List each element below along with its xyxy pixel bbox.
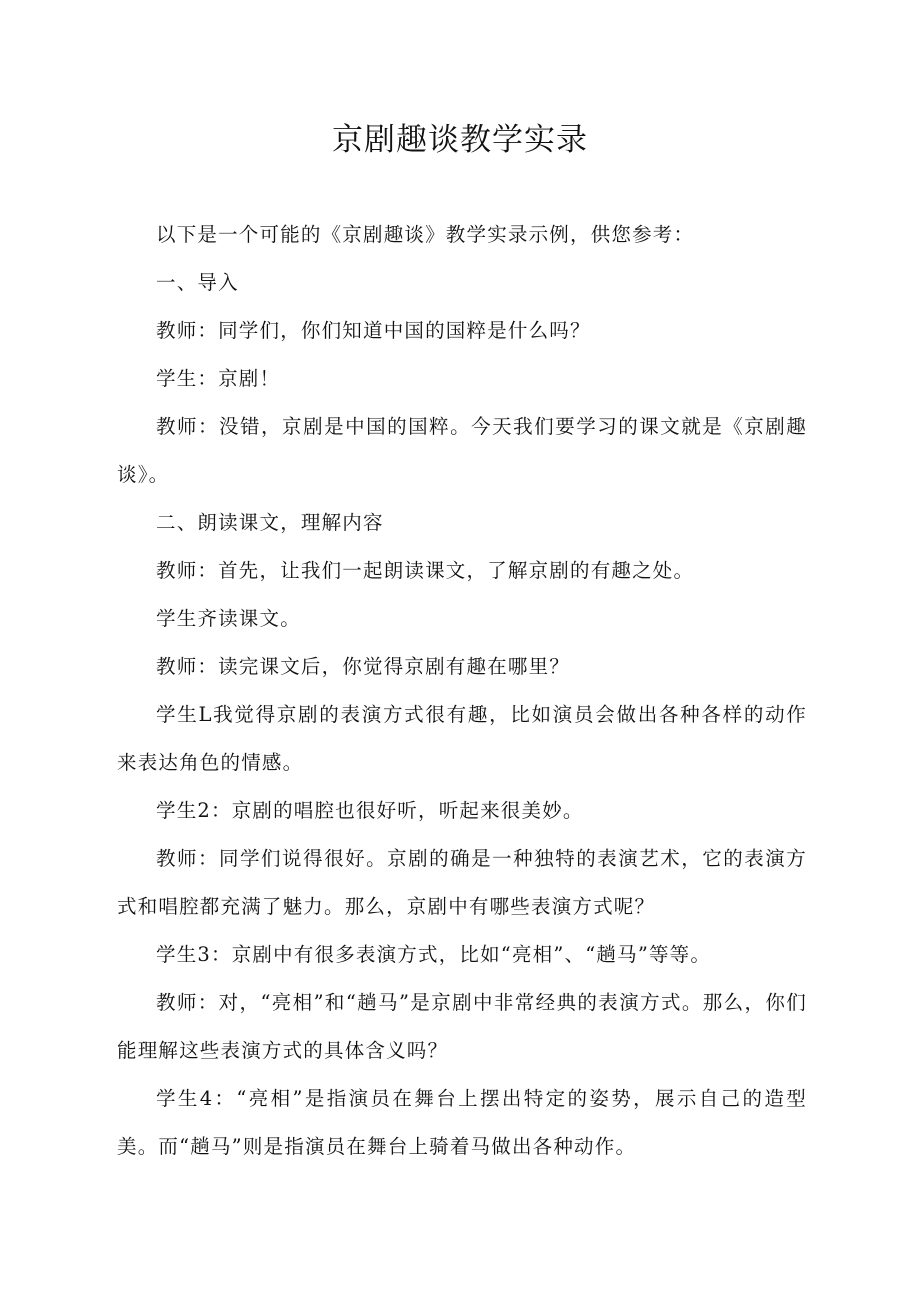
paragraph: 学生L我觉得京剧的表演方式很有趣，比如演员会做出各种各样的动作来表达角色的情感。 [117, 703, 807, 774]
section-heading-introduction: 一、导入 [156, 271, 239, 294]
paragraph: 教师：首先，让我们一起朗读课文，了解京剧的有趣之处。 [156, 559, 695, 582]
paragraph: 教师：读完课文后，你觉得京剧有趣在哪里？ [156, 655, 571, 678]
section-heading-reading: 二、朗读课文，理解内容 [156, 511, 384, 534]
paragraph: 教师：没错，京剧是中国的国粹。今天我们要学习的课文就是《京剧趣谈》。 [117, 415, 807, 486]
paragraph: 学生2：京剧的唱腔也很好听，听起来很美妙。 [156, 799, 584, 822]
paragraph: 教师：同学们，你们知道中国的国粹是什么吗？ [156, 319, 591, 342]
document-title: 京剧趣谈教学实录 [332, 122, 588, 158]
paragraph: 教师：同学们说得很好。京剧的确是一种独特的表演艺术，它的表演方式和唱腔都充满了魅力。那么，京剧中有哪些表演方式呢？ [117, 847, 807, 918]
paragraph: 教师：对，“亮相”和“趟马”是京剧中非常经典的表演方式。那么，你们能理解这些表演方式的具体含义吗？ [117, 991, 807, 1062]
paragraph-intro: 以下是一个可能的《京剧趣谈》教学实录示例，供您参考： [156, 223, 695, 246]
paragraph: 学生3：京剧中有很多表演方式，比如“亮相”、“趟马”等等。 [156, 943, 712, 966]
document-body [117, 211, 807, 1171]
paragraph: 学生4：“亮相”是指演员在舞台上摆出特定的姿势，展示自己的造型美。而“趟马”则是指演员在舞台上骑着马做出各种动作。 [117, 1087, 807, 1158]
paragraph: 学生齐读课文。 [156, 607, 301, 630]
paragraph: 学生：京剧！ [156, 367, 281, 390]
